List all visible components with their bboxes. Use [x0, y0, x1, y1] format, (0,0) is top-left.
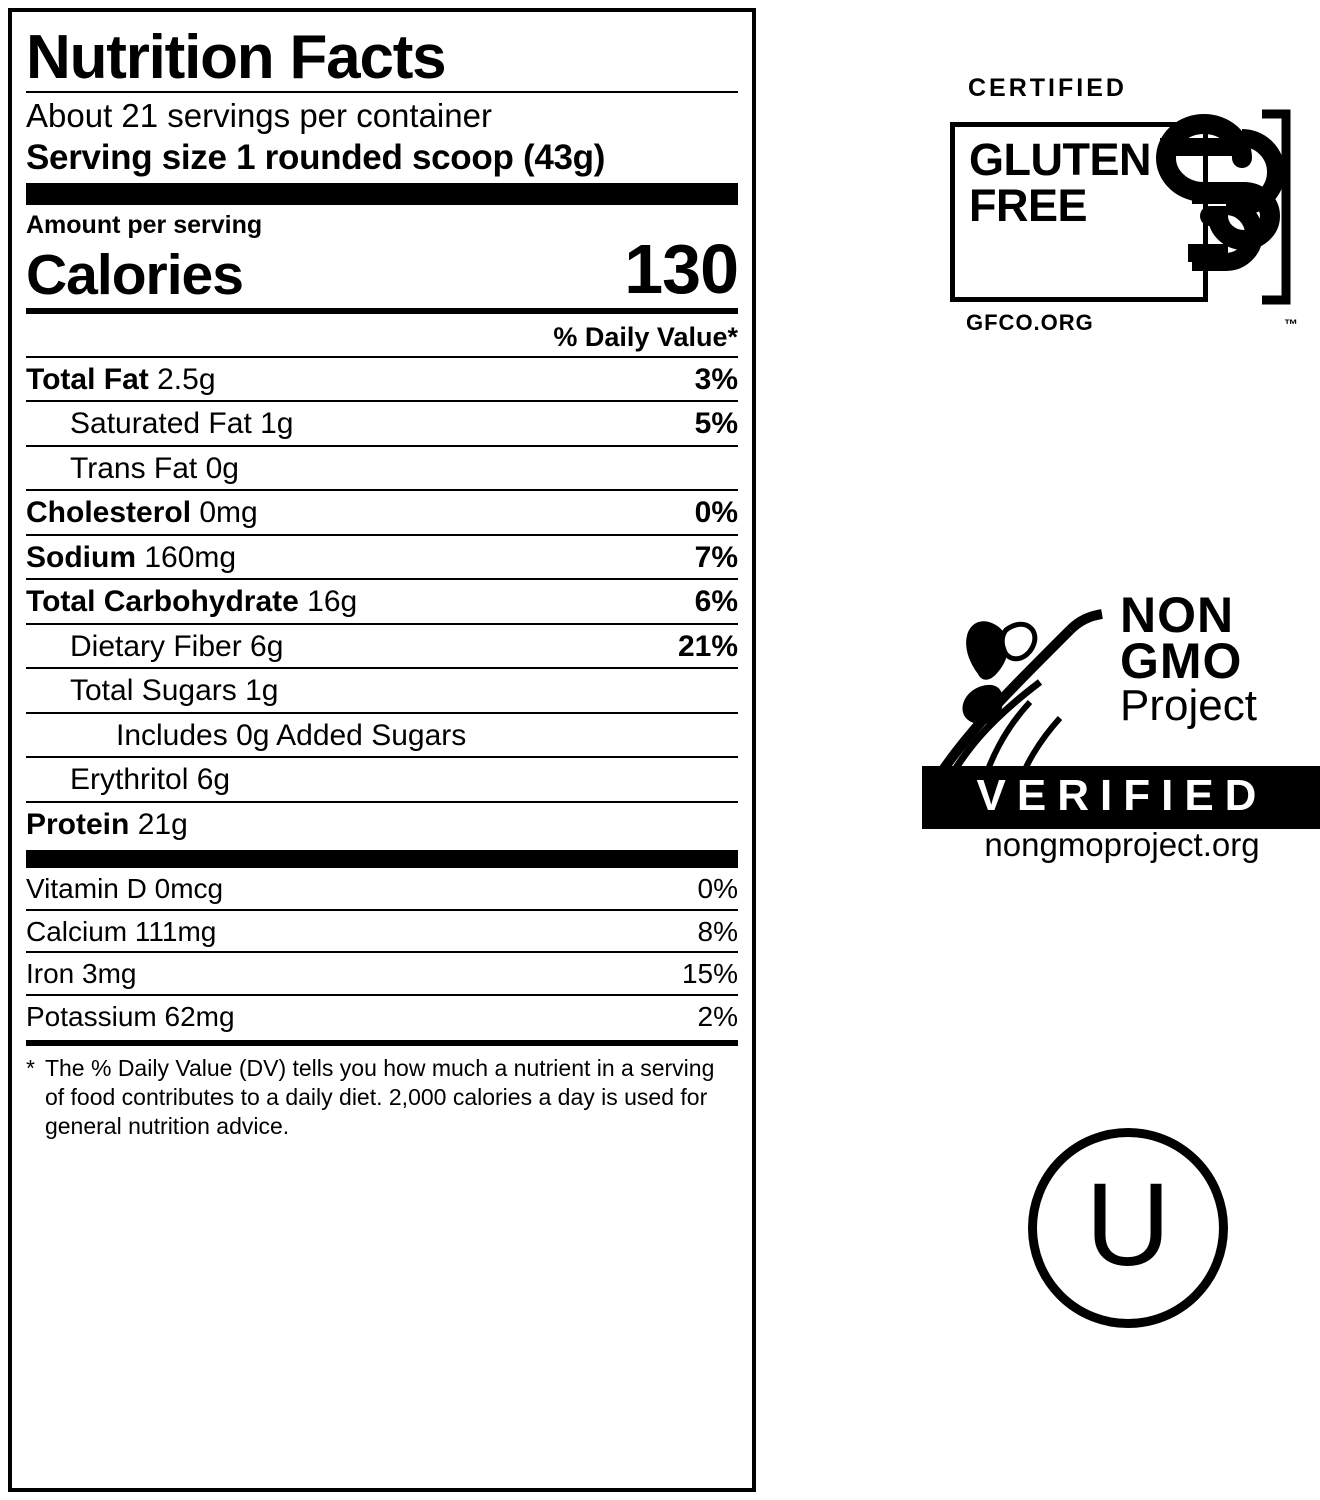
nutrient-name-bold: Total Carbohydrate [26, 585, 299, 619]
vitamins-list [26, 866, 738, 1036]
vitamin-row [26, 909, 738, 951]
non-gmo-wordmark [1120, 587, 1320, 730]
vitamin-row [26, 866, 738, 908]
vitamin-name: Calcium 111mg [26, 915, 217, 947]
kosher-letter: U [1085, 1159, 1171, 1291]
nutrient-row [26, 756, 738, 801]
vitamin-name: Iron 3mg [26, 958, 137, 990]
gluten-free-line1: GLUTEN [969, 134, 1151, 185]
gluten-free-badge [950, 74, 1300, 358]
nutrient-name: Total Sugars 1g [70, 674, 279, 708]
nutrient-name-bold: Sodium [26, 540, 136, 574]
footnote-divider [26, 1040, 738, 1046]
nutrient-name [26, 497, 258, 529]
servings-per-container: About 21 servings per container [26, 96, 492, 134]
non-gmo-verified-banner: VERIFIED [922, 766, 1320, 829]
gluten-free-url: GFCO.ORG [966, 310, 1094, 335]
gluten-free-trademark: ™ [1284, 316, 1298, 332]
nutrients-list [26, 356, 738, 846]
nutrient-name-bold: Total Fat [26, 362, 149, 396]
nutrient-name [26, 364, 216, 396]
nutrient-name-rest: 160mg [136, 540, 237, 574]
thick-divider-top [26, 183, 738, 205]
vitamin-name: Potassium 62mg [26, 1000, 235, 1032]
vitamin-row [26, 951, 738, 993]
non-gmo-badge [920, 587, 1320, 880]
nutrient-row [26, 801, 738, 846]
calories-label: Calories [26, 242, 243, 307]
nutrient-name-rest: 21g [129, 807, 188, 841]
calories-value: 130 [624, 229, 738, 308]
footnote [26, 1054, 738, 1141]
calories-divider [26, 308, 738, 314]
nutrient-row [26, 356, 738, 401]
nutrient-name: Includes 0g Added Sugars [116, 718, 467, 752]
nutrient-row [26, 445, 738, 490]
daily-value-header: % Daily Value* [553, 321, 738, 352]
nutrition-facts-panel [8, 8, 756, 1492]
serving-size: Serving size 1 rounded scoop (43g) [26, 137, 606, 177]
vitamin-row [26, 994, 738, 1036]
calories-row [26, 229, 738, 308]
non-gmo-project-text: Project [1120, 681, 1257, 730]
vitamin-dv: 8% [697, 915, 738, 947]
footnote-star: * [26, 1054, 35, 1081]
nutrient-name-rest: 16g [298, 585, 358, 619]
nutrient-row [26, 400, 738, 445]
nutrient-name-bold: Protein [26, 807, 130, 841]
vitamin-dv: 15% [681, 958, 738, 990]
gluten-free-line2: FREE [969, 180, 1088, 232]
nutrient-dv: 0% [694, 496, 738, 530]
nutrient-dv: 3% [694, 362, 738, 396]
vitamin-dv: 2% [697, 1000, 738, 1032]
nutrient-row [26, 534, 738, 579]
nutrient-name: Trans Fat 0g [70, 451, 239, 485]
gluten-free-g-icon [1130, 102, 1300, 312]
non-gmo-non-text: NON [1120, 587, 1235, 643]
page-title: Nutrition Facts [26, 23, 446, 92]
nutrient-name [26, 586, 357, 618]
nutrient-name-rest: 2.5g [148, 362, 216, 396]
nutrient-name-bold: Cholesterol [26, 496, 192, 530]
non-gmo-gmo-text: GMO [1120, 633, 1243, 689]
nutrient-row [26, 667, 738, 712]
nutrient-dv: 5% [694, 407, 738, 441]
nutrient-row [26, 489, 738, 534]
nutrient-dv: 21% [677, 629, 738, 663]
footnote-text: The % Daily Value (DV) tells you how much a nutrient in a serving of food contributes to a daily diet. 2,000 calories a day is used for general nutrition advice. [44, 1054, 715, 1139]
nutrient-dv: 7% [694, 540, 738, 574]
nutrient-row [26, 578, 738, 623]
vitamin-name: Vitamin D 0mcg [26, 873, 224, 905]
certification-badges [790, 0, 1320, 1500]
gluten-free-wordmark [969, 134, 1151, 232]
nutrient-name [26, 542, 236, 574]
nutrient-row [26, 712, 738, 757]
kosher-ou-badge [1028, 1128, 1238, 1338]
amount-per-serving-label: Amount per serving [26, 210, 263, 239]
nutrient-name: Saturated Fat 1g [70, 407, 294, 441]
kosher-circle-icon [1028, 1128, 1228, 1328]
nutrient-name [26, 809, 188, 841]
vitamin-dv: 0% [697, 873, 738, 905]
nutrient-dv: 6% [694, 585, 738, 619]
nutrient-name-rest: 0mg [191, 496, 258, 530]
nutrient-name: Dietary Fiber 6g [70, 629, 284, 663]
gluten-free-certified-text: CERTIFIED [968, 74, 1127, 102]
non-gmo-url: nongmoproject.org [984, 826, 1260, 863]
vitamins-divider [26, 850, 738, 866]
nutrient-name: Erythritol 6g [70, 763, 231, 797]
nutrient-row [26, 623, 738, 668]
